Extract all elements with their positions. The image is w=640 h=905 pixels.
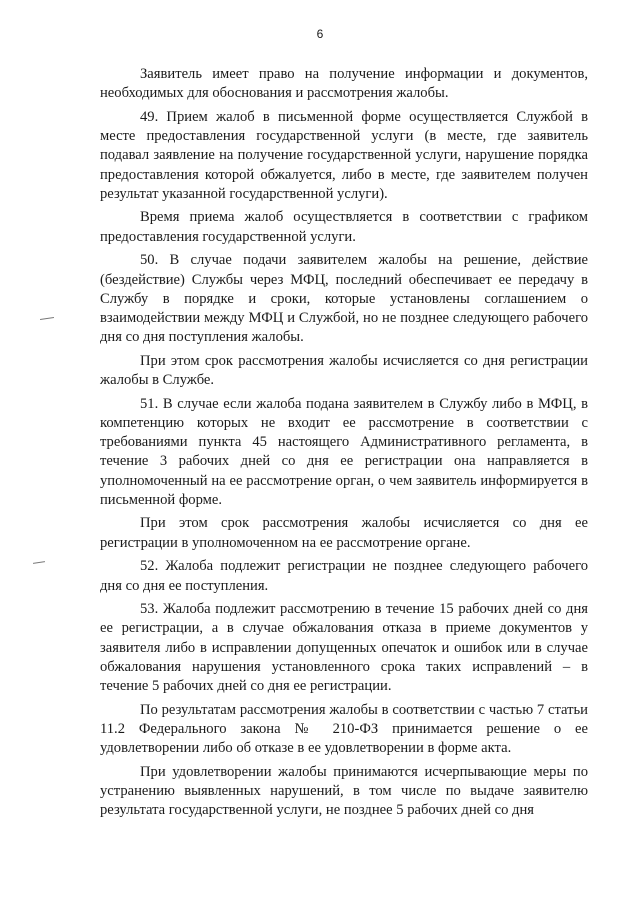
- paragraph: По результатам рассмотрения жалобы в соответствии с частью 7 статьи 11.2 Федерального закона № 210-ФЗ принимается решение о ее удовлетворении либо об отказе в ее удовлетворении в форме акта.: [100, 701, 588, 757]
- margin-mark: [33, 561, 45, 564]
- paragraph: При удовлетворении жалобы принимаются исчерпывающие меры по устранению выявленных нарушений, в том числе по выдаче заявителю результата государственной услуги, не позднее 5 рабочих дней со дня: [100, 763, 588, 819]
- margin-mark: [40, 317, 54, 320]
- paragraph: 52. Жалоба подлежит регистрации не позднее следующего рабочего дня со дня ее поступления.: [100, 558, 588, 594]
- document-body: [100, 65, 588, 821]
- paragraph: 53. Жалоба подлежит рассмотрению в течение 15 рабочих дней со дня ее регистрации, а в случае обжалования отказа в приеме документов у заявителя либо в исправлении допущенных опечаток и ошибок или в случае обжалования нарушения установленного срока таких исправлений – в течение 5 рабочих дней со дня ее регистрации.: [100, 601, 588, 695]
- page-number: 6: [316, 27, 324, 41]
- paragraph: 50. В случае подачи заявителем жалобы на решение, действие (бездействие) Службы через МФЦ, последний обеспечивает ее передачу в Службу в порядке и сроки, которые установлены соглашением о взаимодействии между МФЦ и Службой, но не позднее следующего рабочего дня со дня поступления жалобы.: [100, 252, 588, 346]
- paragraph: При этом срок рассмотрения жалобы исчисляется со дня ее регистрации в уполномоченном на ее рассмотрение органе.: [100, 515, 588, 551]
- paragraph: 49. Прием жалоб в письменной форме осуществляется Службой в месте предоставления государственной услуги (в месте, где заявитель подавал заявление на получение государственной услуги, нарушение порядка предоставления которой обжалуется, либо в месте, где заявителем получен результат указанной государственной услуги).: [100, 108, 588, 202]
- paragraph: При этом срок рассмотрения жалобы исчисляется со дня регистрации жалобы в Службе.: [100, 352, 588, 389]
- paragraph: Заявитель имеет право на получение информации и документов, необходимых для обоснования и рассмотрения жалобы.: [100, 66, 588, 102]
- paragraph: 51. В случае если жалоба подана заявителем в Службу либо в МФЦ, в компетенцию которых не входит ее рассмотрение в соответствии с требованиями пункта 45 настоящего Административного регламента, в течение 3 рабочих дней со дня ее регистрации она направляется в уполномоченный на ее рассмотрение орган, о чем заявитель информируется в письменной форме.: [100, 395, 588, 508]
- paragraph: Время приема жалоб осуществляется в соответствии с графиком предоставления государственной услуги.: [100, 209, 588, 245]
